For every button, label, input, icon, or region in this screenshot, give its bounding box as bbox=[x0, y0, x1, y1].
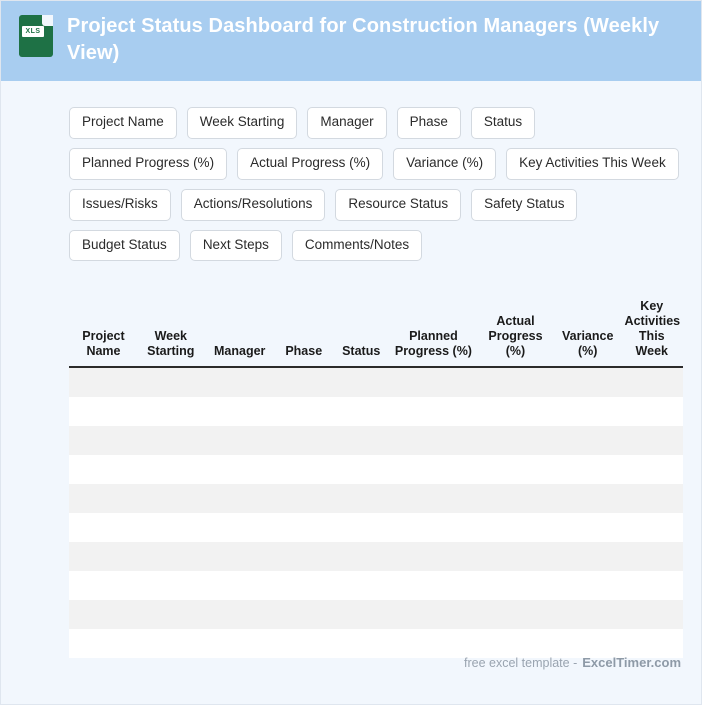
table-cell[interactable] bbox=[276, 600, 332, 629]
table-cell[interactable] bbox=[204, 367, 276, 397]
table-cell[interactable] bbox=[391, 513, 476, 542]
table-cell[interactable] bbox=[476, 513, 555, 542]
footer-text: free excel template - bbox=[463, 656, 578, 670]
column-header[interactable]: Manager bbox=[204, 293, 276, 367]
table-row[interactable] bbox=[69, 484, 683, 513]
table-cell[interactable] bbox=[621, 397, 683, 426]
field-chip[interactable]: Key Activities This Week bbox=[506, 148, 679, 180]
table-cell[interactable] bbox=[621, 484, 683, 513]
table-cell[interactable] bbox=[276, 455, 332, 484]
field-chip[interactable]: Comments/Notes bbox=[292, 230, 422, 262]
table-cell[interactable] bbox=[276, 397, 332, 426]
table-cell[interactable] bbox=[391, 426, 476, 455]
table-cell[interactable] bbox=[138, 571, 204, 600]
table-cell[interactable] bbox=[276, 571, 332, 600]
table-cell[interactable] bbox=[332, 484, 391, 513]
table-row[interactable] bbox=[69, 571, 683, 600]
table-cell[interactable] bbox=[276, 484, 332, 513]
table-row[interactable] bbox=[69, 513, 683, 542]
table-cell[interactable] bbox=[555, 367, 621, 397]
page-title: Project Status Dashboard for Construction Managers (Weekly View) bbox=[67, 15, 660, 64]
table-cell[interactable] bbox=[332, 600, 391, 629]
table-cell[interactable] bbox=[332, 571, 391, 600]
table-cell[interactable] bbox=[204, 484, 276, 513]
table-cell[interactable] bbox=[69, 484, 138, 513]
table-body bbox=[69, 367, 683, 658]
table-row[interactable] bbox=[69, 455, 683, 484]
table-cell[interactable] bbox=[204, 629, 276, 658]
table-cell[interactable] bbox=[276, 513, 332, 542]
table-cell[interactable] bbox=[555, 571, 621, 600]
table-cell[interactable] bbox=[391, 397, 476, 426]
column-header[interactable]: Variance (%) bbox=[555, 293, 621, 367]
table-cell[interactable] bbox=[332, 629, 391, 658]
table-cell[interactable] bbox=[555, 484, 621, 513]
field-chip[interactable]: Manager bbox=[307, 107, 386, 139]
table-cell[interactable] bbox=[332, 513, 391, 542]
table-cell[interactable] bbox=[69, 455, 138, 484]
table-cell[interactable] bbox=[138, 513, 204, 542]
table-row[interactable] bbox=[69, 426, 683, 455]
table-cell[interactable] bbox=[332, 367, 391, 397]
table-cell[interactable] bbox=[621, 513, 683, 542]
data-table bbox=[69, 293, 683, 658]
table-cell[interactable] bbox=[204, 455, 276, 484]
data-table-container bbox=[69, 293, 683, 658]
page-header bbox=[1, 1, 701, 81]
table-cell[interactable] bbox=[204, 513, 276, 542]
table-cell[interactable] bbox=[69, 426, 138, 455]
table-cell[interactable] bbox=[621, 600, 683, 629]
table-cell[interactable] bbox=[621, 367, 683, 397]
table-cell[interactable] bbox=[476, 571, 555, 600]
table-cell[interactable] bbox=[391, 600, 476, 629]
xls-icon-label: XLS bbox=[22, 26, 44, 37]
field-chip[interactable]: Week Starting bbox=[187, 107, 298, 139]
footer-credit bbox=[464, 655, 681, 670]
table-cell[interactable] bbox=[476, 542, 555, 571]
table-cell[interactable] bbox=[621, 571, 683, 600]
field-chip[interactable]: Actions/Resolutions bbox=[181, 189, 326, 221]
table-cell[interactable] bbox=[138, 455, 204, 484]
xls-file-icon bbox=[19, 15, 53, 57]
table-cell[interactable] bbox=[69, 542, 138, 571]
table-cell[interactable] bbox=[332, 397, 391, 426]
table-cell[interactable] bbox=[555, 600, 621, 629]
footer-brand[interactable]: ExcelTimer.com bbox=[582, 655, 681, 670]
column-header[interactable]: Week Starting bbox=[138, 293, 204, 367]
field-chip[interactable]: Actual Progress (%) bbox=[237, 148, 383, 180]
table-cell[interactable] bbox=[555, 455, 621, 484]
table-cell[interactable] bbox=[69, 600, 138, 629]
field-chip[interactable]: Next Steps bbox=[190, 230, 282, 262]
table-cell[interactable] bbox=[69, 367, 138, 397]
table-cell[interactable] bbox=[332, 542, 391, 571]
column-header[interactable]: Planned Progress (%) bbox=[391, 293, 476, 367]
table-cell[interactable] bbox=[204, 426, 276, 455]
table-cell[interactable] bbox=[204, 397, 276, 426]
table-cell[interactable] bbox=[555, 513, 621, 542]
table-cell[interactable] bbox=[555, 542, 621, 571]
table-row[interactable] bbox=[69, 600, 683, 629]
table-cell[interactable] bbox=[476, 455, 555, 484]
table-row[interactable] bbox=[69, 367, 683, 397]
table-cell[interactable] bbox=[476, 600, 555, 629]
table-cell[interactable] bbox=[138, 397, 204, 426]
table-row[interactable] bbox=[69, 542, 683, 571]
table-cell[interactable] bbox=[332, 426, 391, 455]
table-cell[interactable] bbox=[476, 484, 555, 513]
field-chip[interactable]: Status bbox=[471, 107, 535, 139]
field-chip[interactable]: Budget Status bbox=[69, 230, 180, 262]
table-cell[interactable] bbox=[476, 426, 555, 455]
table-cell[interactable] bbox=[276, 542, 332, 571]
table-cell[interactable] bbox=[69, 629, 138, 658]
table-cell[interactable] bbox=[391, 571, 476, 600]
column-header[interactable]: Actual Progress (%) bbox=[476, 293, 555, 367]
table-cell[interactable] bbox=[555, 397, 621, 426]
field-chip[interactable]: Resource Status bbox=[335, 189, 461, 221]
table-cell[interactable] bbox=[391, 542, 476, 571]
column-header[interactable]: Key Activities This Week bbox=[621, 293, 683, 367]
table-cell[interactable] bbox=[69, 397, 138, 426]
table-row[interactable] bbox=[69, 397, 683, 426]
field-chip-list bbox=[1, 81, 701, 261]
table-cell[interactable] bbox=[204, 571, 276, 600]
table-cell[interactable] bbox=[391, 484, 476, 513]
table-cell[interactable] bbox=[391, 367, 476, 397]
table-cell[interactable] bbox=[276, 426, 332, 455]
table-cell[interactable] bbox=[138, 600, 204, 629]
table-cell[interactable] bbox=[204, 600, 276, 629]
column-header[interactable]: Phase bbox=[276, 293, 332, 367]
field-chip[interactable]: Phase bbox=[397, 107, 461, 139]
table-cell[interactable] bbox=[138, 629, 204, 658]
table-cell[interactable] bbox=[138, 542, 204, 571]
field-chip[interactable]: Safety Status bbox=[471, 189, 577, 221]
table-cell[interactable] bbox=[138, 367, 204, 397]
field-chip[interactable]: Variance (%) bbox=[393, 148, 496, 180]
table-cell[interactable] bbox=[138, 426, 204, 455]
table-cell[interactable] bbox=[204, 542, 276, 571]
table-cell[interactable] bbox=[69, 571, 138, 600]
field-chip[interactable]: Planned Progress (%) bbox=[69, 148, 227, 180]
field-chip[interactable]: Project Name bbox=[69, 107, 177, 139]
table-cell[interactable] bbox=[69, 513, 138, 542]
table-cell[interactable] bbox=[332, 455, 391, 484]
field-chip[interactable]: Issues/Risks bbox=[69, 189, 171, 221]
table-cell[interactable] bbox=[621, 455, 683, 484]
table-cell[interactable] bbox=[555, 426, 621, 455]
table-header-row bbox=[69, 293, 683, 367]
column-header[interactable]: Status bbox=[332, 293, 391, 367]
table-cell[interactable] bbox=[276, 629, 332, 658]
table-cell[interactable] bbox=[621, 542, 683, 571]
table-cell[interactable] bbox=[476, 367, 555, 397]
table-cell[interactable] bbox=[138, 484, 204, 513]
table-cell[interactable] bbox=[621, 426, 683, 455]
column-header[interactable]: Project Name bbox=[69, 293, 138, 367]
xls-icon-corner-fold bbox=[42, 15, 53, 26]
table-cell[interactable] bbox=[476, 397, 555, 426]
table-cell[interactable] bbox=[276, 367, 332, 397]
table-cell[interactable] bbox=[391, 455, 476, 484]
